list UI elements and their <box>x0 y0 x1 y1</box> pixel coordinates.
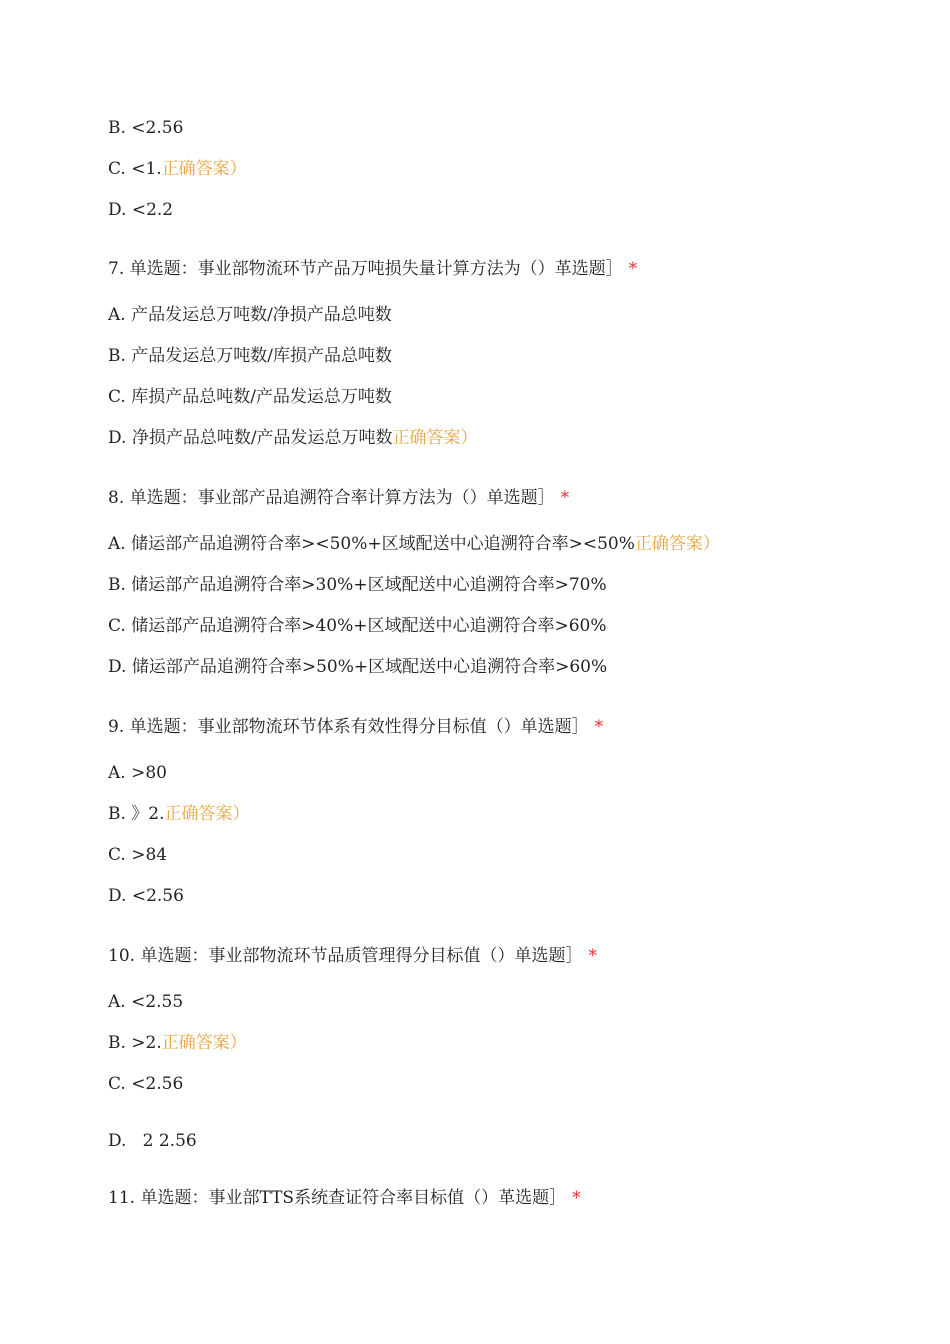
option-10b: B. >2.正确答案） <box>108 1033 247 1053</box>
question-10-title: 10. 单选题：事业部物流环节品质管理得分目标值（）单选题］ * <box>108 946 597 966</box>
question-9-title: 9. 单选题：事业部物流环节体系有效性得分目标值（）单选题］ * <box>108 717 604 737</box>
option-9d: D. <2.56 <box>108 886 184 906</box>
option-6d: D. <2.2 <box>108 200 174 220</box>
option-6b: B. <2.56 <box>108 118 184 138</box>
required-asterisk: * <box>594 717 604 737</box>
correct-answer-mark: 正确答案） <box>161 159 247 179</box>
option-7d: D. 净损产品总吨数/产品发运总万吨数正确答案） <box>108 428 478 448</box>
question-11-title: 11. 单选题：事业部TTS系统查证符合率目标值（）革选题］ * <box>108 1188 581 1208</box>
option-7c: C. 库损产品总吨数/产品发运总万吨数 <box>108 387 392 407</box>
correct-answer-mark: 正确答案） <box>164 804 250 824</box>
option-10c: C. <2.56 <box>108 1074 184 1094</box>
option-8c: C. 储运部产品追溯符合率>40%+区域配送中心追溯符合率>60% <box>108 616 607 636</box>
option-9b: B. 》2.正确答案） <box>108 804 250 824</box>
required-asterisk: * <box>560 488 570 508</box>
option-6c: C. <1.正确答案） <box>108 159 247 179</box>
correct-answer-mark: 正确答案） <box>392 428 478 448</box>
option-10a: A. <2.55 <box>108 992 184 1012</box>
required-asterisk: * <box>588 946 597 966</box>
option-7b: B. 产品发运总万吨数/库损产品总吨数 <box>108 346 393 366</box>
required-asterisk: * <box>572 1188 581 1208</box>
option-10d: D. 2 2.56 <box>108 1131 197 1151</box>
question-8-title: 8. 单选题：事业部产品追溯符合率计算方法为（）单选题］ * <box>108 488 570 508</box>
question-7-title: 7. 单选题：事业部物流环节产品万吨损失量计算方法为（）革选题］ * <box>108 259 638 279</box>
option-8b: B. 储运部产品追溯符合率>30%+区域配送中心追溯符合率>70% <box>108 575 607 595</box>
option-7a: A. 产品发运总万吨数/净损产品总吨数 <box>108 305 392 325</box>
correct-answer-mark: 正确答案） <box>161 1033 247 1053</box>
option-8d: D. 储运部产品追溯符合率>50%+区域配送中心追溯符合率>60% <box>108 657 608 677</box>
correct-answer-mark: 正确答案） <box>634 534 720 554</box>
option-9c: C. >84 <box>108 845 168 865</box>
option-9a: A. >80 <box>108 763 167 783</box>
option-8a: A. 储运部产品追溯符合率><50%+区域配送中心追溯符合率><50%正确答案） <box>108 534 720 554</box>
required-asterisk: * <box>628 259 638 279</box>
